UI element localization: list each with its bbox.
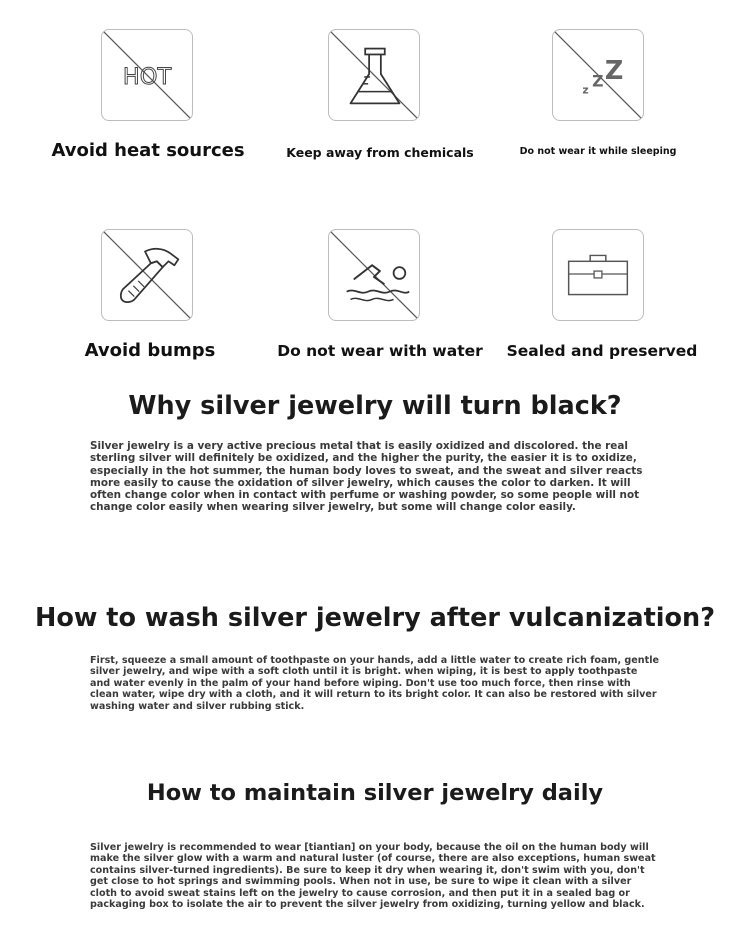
no-sleeping-icon: [552, 29, 644, 121]
storage-box-icon: [552, 229, 644, 321]
caption-keep-away-chemicals: Keep away from chemicals: [286, 145, 474, 160]
heading-daily-maintenance: How to maintain silver jewelry daily: [146, 780, 604, 806]
no-heat-icon: [101, 29, 193, 121]
svg-text:Z: Z: [592, 71, 604, 91]
heading-why-turn-black: Why silver jewelry will turn black?: [128, 391, 622, 421]
hot-text: HOT: [122, 63, 172, 90]
no-bumps-icon: [101, 229, 193, 321]
paragraph-why-turn-black: Silver jewelry is a very active precious metal that is easily oxidized and discolored. the real sterling silver will definitely be oxidized, and the higher the purity, the easier it is to oxidize, especially in the hot summer, the human body loves to sweat, and the sweat and silver reacts more easily to cause the oxidation of silver jewelry, which causes the color to darken. It will often change color when in contact with perfume or washing powder, so some people will not change color easily when wearing silver jewelry, but some will change color easily.: [90, 440, 643, 514]
paragraph-how-to-wash: First, squeeze a small amount of toothpaste on your hands, add a little water to create rich foam, gentle silver jewelry, and wipe with a soft cloth until it is bright. when wiping, it is best to apply toothpaste and water evenly in the palm of your hand before wiping. Don't use too much force, then rinse with clean water, wipe dry with a cloth, and it will return to its bright color. It can also be restored with silver washing water and silver rubbing stick.: [90, 655, 660, 712]
caption-avoid-bumps: Avoid bumps: [84, 340, 216, 361]
no-swimming-icon: [328, 229, 420, 321]
svg-text:z: z: [582, 83, 589, 97]
caption-no-sleeping: Do not wear it while sleeping: [519, 146, 677, 157]
caption-no-water: Do not wear with water: [277, 342, 483, 360]
heading-how-to-wash: How to wash silver jewelry after vulcanization?: [34, 603, 715, 633]
caption-avoid-heat: Avoid heat sources: [51, 140, 245, 161]
no-chemicals-icon: [328, 29, 420, 121]
svg-text:Z: Z: [604, 54, 624, 85]
paragraph-daily-maintenance: Silver jewelry is recommended to wear [tiantian] on your body, because the oil on the human body will make the silver glow with a warm and natural luster (of course, there are also exceptions, human sweat contains silver-turned ingredients). Be sure to keep it dry when wearing it, don't swim with you, don't get close to hot springs and swimming pools. When not in use, be sure to wipe it clean with a silver cloth to avoid sweat stains left on the jewelry to cause corrosion, and then put it in a sealed bag or packaging box to isolate the air to prevent the silver jewelry from oxidizing, turning yellow and black.: [90, 842, 656, 911]
caption-sealed-preserved: Sealed and preserved: [506, 342, 698, 360]
